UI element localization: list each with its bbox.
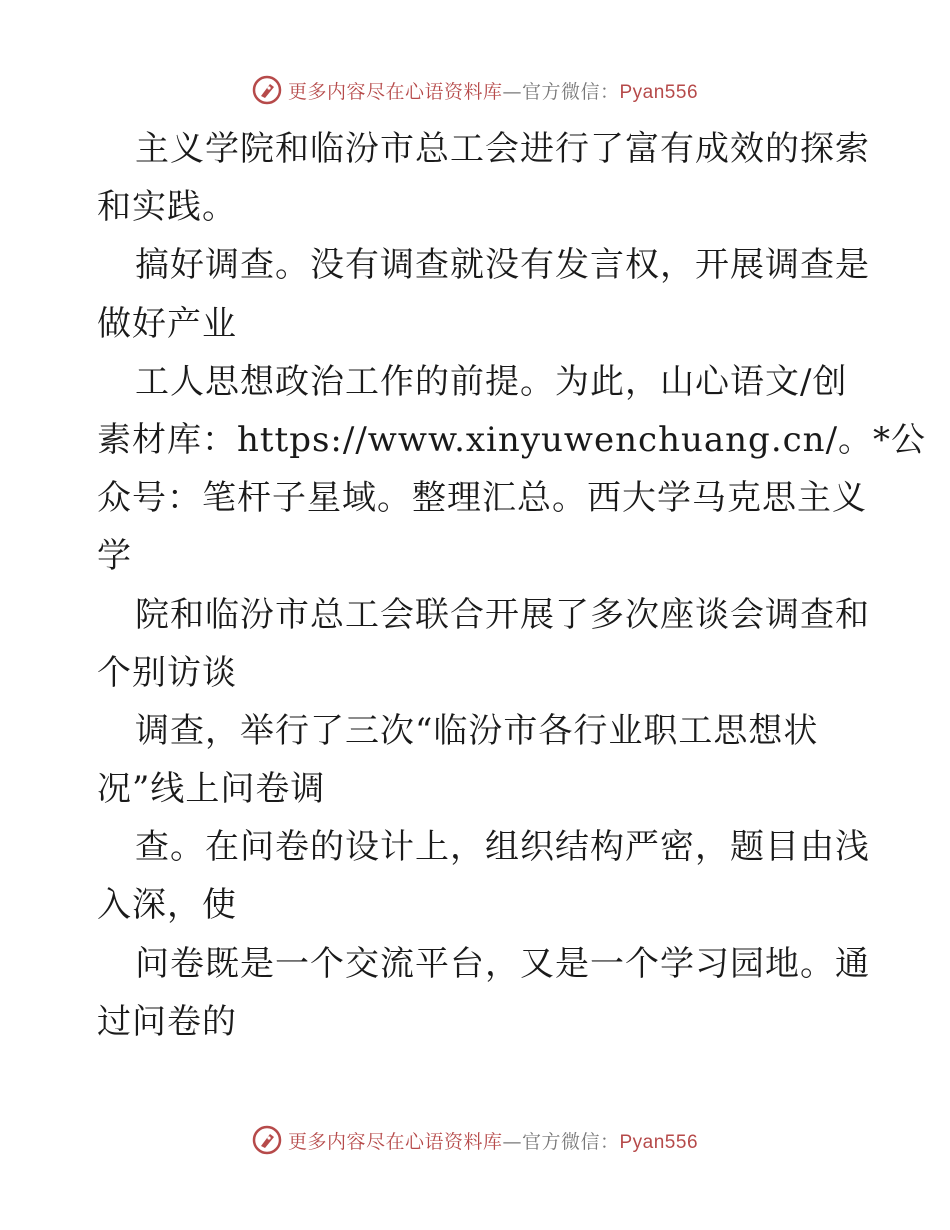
watermark-separator: —: [502, 1130, 522, 1153]
text-line: 况”线上问卷调: [97, 769, 326, 810]
text-line: 入深，使: [97, 885, 237, 926]
watermark-separator: —: [502, 80, 522, 103]
text-line: 问卷既是一个交流平台，又是一个学习园地。通: [135, 943, 870, 984]
text-line: 院和临汾市总工会联合开展了多次座谈会调查和: [135, 594, 870, 635]
watermark-wechat-id: Pyan556: [619, 1131, 699, 1153]
text-line: 个别访谈: [97, 652, 237, 693]
text-line: 搞好调查。没有调查就没有发言权，开展调查是: [135, 245, 870, 286]
footer-watermark: [0, 1122, 950, 1158]
text-line: 主义学院和临汾市总工会进行了富有成效的探索: [135, 129, 870, 169]
watermark-contact: 官方微信：: [521, 80, 620, 103]
text-line: 调查，举行了三次“临汾市各行业职工思想状: [135, 710, 819, 751]
watermark-contact: 官方微信：: [521, 1130, 620, 1153]
pen-nib-circle-icon: [252, 1125, 282, 1155]
header-watermark: [0, 72, 950, 108]
watermark-brand: 更多内容尽在心语资料库: [287, 1130, 503, 1153]
pen-nib-circle-icon: [252, 75, 282, 105]
text-line: 和实践。: [97, 187, 237, 228]
text-line: 素材库：https://www.xinyuwenchuang.cn/。*公: [97, 419, 927, 460]
text-line: 过问卷的: [97, 1001, 237, 1042]
document-body: [97, 120, 927, 1051]
watermark-wechat-id: Pyan556: [619, 81, 699, 103]
text-line: 工人思想政治工作的前提。为此，山心语文/创: [135, 361, 848, 402]
watermark-brand: 更多内容尽在心语资料库: [287, 80, 503, 103]
text-line: 做好产业: [97, 303, 237, 344]
watermark-text: [288, 77, 698, 104]
text-line: 查。在问卷的设计上，组织结构严密，题目由浅: [135, 827, 870, 868]
text-line: 众号：笔杆子星域。整理汇总。西大学马克思主义: [97, 478, 867, 519]
watermark-text: [288, 1127, 698, 1154]
text-line: 学: [97, 536, 132, 577]
